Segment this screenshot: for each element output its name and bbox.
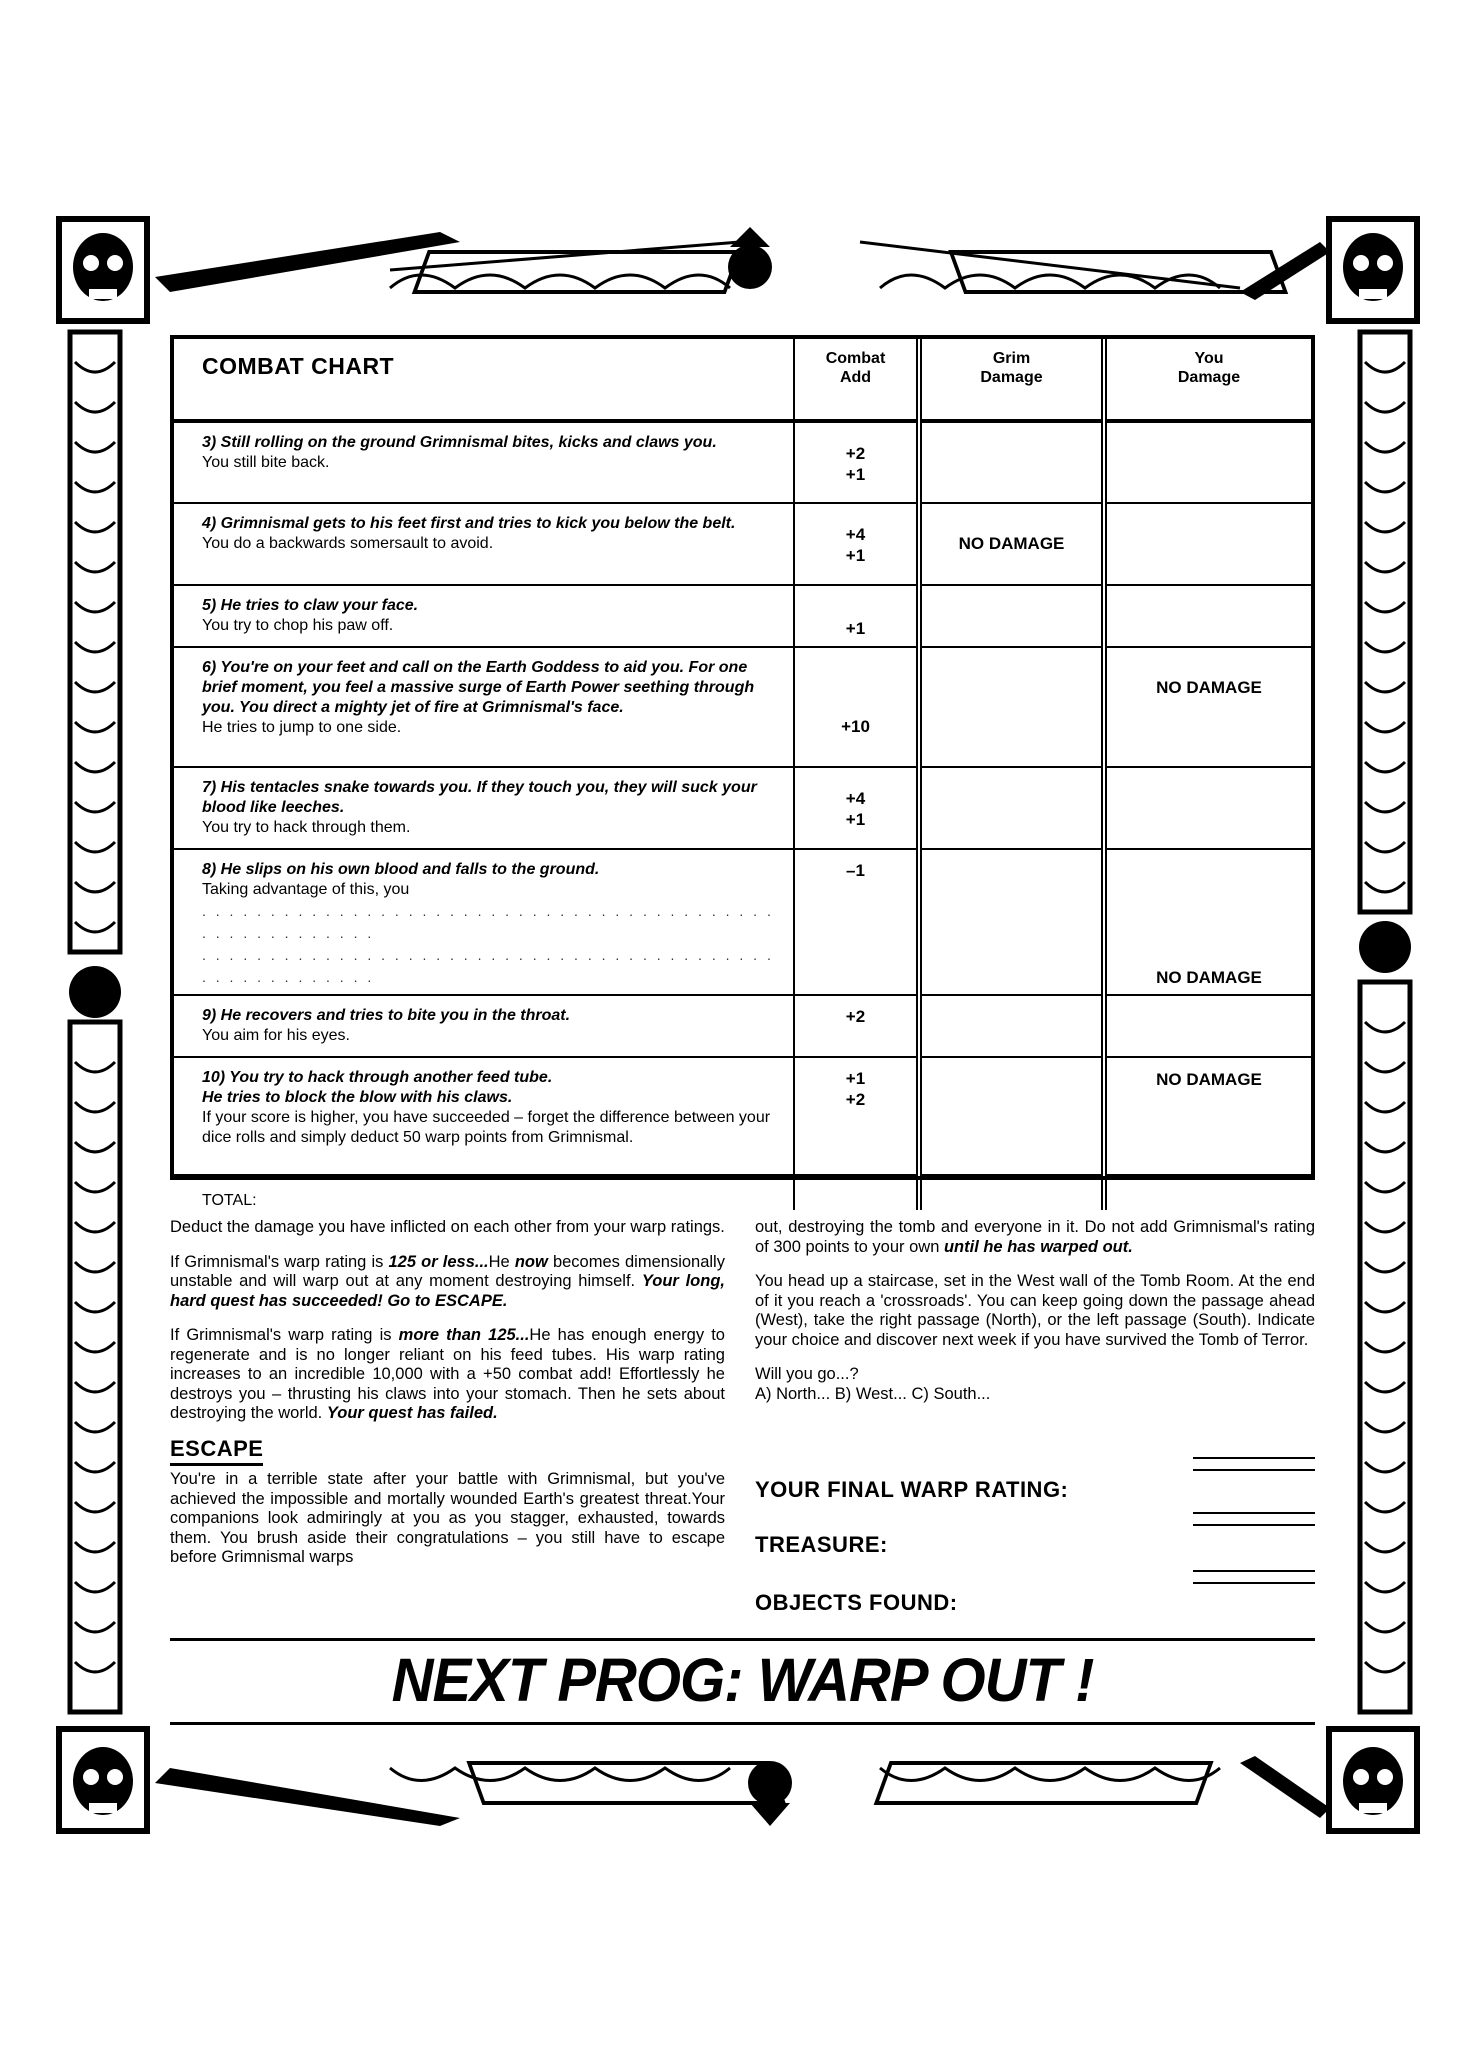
attack-text-secondary: He tries to block the blow with his claws.	[202, 1089, 513, 1106]
combat-chart	[170, 335, 1315, 1209]
total-grim-damage-cell[interactable]	[919, 1175, 1104, 1210]
combat-row	[174, 1057, 1311, 1175]
skull-corner-top-right-icon	[1325, 215, 1421, 325]
attack-text: 7) His tentacles snake towards you. If they touch you, they will suck your blood like leeches.	[202, 779, 757, 816]
column-header-you-damage: You Damage	[1104, 339, 1311, 421]
treasure-label: TREASURE:	[755, 1532, 888, 1557]
final-warp-rating-label: YOUR FINAL WARP RATING:	[755, 1477, 1069, 1502]
write-in-line[interactable]: . . . . . . . . . . . . . . . . . . . . . . . . . . . . . . . . . . . . . . . . . . . . . . . . . . . . . . .	[202, 903, 774, 941]
skull-corner-top-left-icon	[55, 215, 151, 325]
treasure-lines[interactable]	[1193, 1512, 1315, 1536]
divider-bottom	[170, 1722, 1315, 1725]
combat-add-value: +2	[845, 1007, 866, 1026]
total-combat-add-cell[interactable]	[794, 1175, 919, 1210]
escape-heading: ESCAPE	[170, 1439, 725, 1459]
attack-text: 9) He recovers and tries to bite you in the throat.	[202, 1007, 571, 1024]
combat-row	[174, 767, 1311, 849]
response-text: He tries to jump to one side.	[202, 719, 402, 736]
objects-found-field[interactable]	[755, 1590, 1315, 1620]
combat-add-value: +1	[845, 465, 866, 484]
next-prog-banner: NEXT PROG: WARP OUT !	[391, 1646, 1094, 1715]
you-damage-cell: NO DAMAGE	[1104, 647, 1311, 767]
response-text: You try to hack through them.	[202, 819, 411, 836]
combat-row	[174, 585, 1311, 647]
divider-top	[170, 1638, 1315, 1641]
ornamental-border-bottom	[60, 1738, 1420, 1830]
outcome-paragraph-failure: If Grimnismal's warp rating is more than 125...He has enough energy to regenerate and is no longer reliant on his feed tubes. His warp rating increases to an incredible 10,000 with a +50 combat add! Effortlessly he destroys you – thrusting his claws into your stomach. Then he sets about destroying the world. Your quest has failed.	[170, 1326, 725, 1422]
attack-text: 10) You try to hack through another feed tube.	[202, 1069, 553, 1086]
combat-row	[174, 849, 1311, 995]
ornamental-border-top	[60, 222, 1420, 314]
combat-add-value: +2	[845, 1090, 866, 1109]
response-text: You do a backwards somersault to avoid.	[202, 535, 494, 552]
combat-add-value: +4	[845, 525, 866, 544]
attack-text: 6) You're on your feet and call on the Earth Goddess to aid you. For one brief moment, you feel a massive surge of Earth Power seething through you. You direct a mighty jet of fire at Grimnismal's face.	[202, 659, 755, 716]
combat-chart-table	[174, 339, 1311, 1210]
grim-damage-cell: NO DAMAGE	[919, 503, 1104, 585]
combat-add-value: –1	[846, 861, 865, 880]
objects-found-label: OBJECTS FOUND:	[755, 1590, 958, 1615]
response-text: If your score is higher, you have succeeded – forget the difference between your dice rolls and simply deduct 50 warp points from Grimnismal.	[202, 1109, 771, 1146]
attack-text: 5) He tries to claw your face.	[202, 597, 419, 614]
attack-text: 4) Grimnismal gets to his feet first and tries to kick you below the belt.	[202, 515, 736, 532]
response-text: Taking advantage of this, you	[202, 881, 410, 898]
instruction-paragraph: Deduct the damage you have inflicted on each other from your warp ratings.	[170, 1218, 725, 1236]
choices-text[interactable]: A) North... B) West... C) South...	[755, 1384, 991, 1403]
treasure-field[interactable]	[755, 1532, 1315, 1562]
combat-add-value: +1	[845, 546, 866, 565]
attack-text: 3) Still rolling on the ground Grimnismal bites, kicks and claws you.	[202, 434, 717, 451]
continuation-paragraph: out, destroying the tomb and everyone in it. Do not add Grimnismal's rating of 300 points to your own until he has warped out.	[755, 1218, 1315, 1256]
combat-add-value: +1	[845, 810, 866, 829]
combat-row	[174, 503, 1311, 585]
final-warp-rating-lines[interactable]	[1193, 1457, 1315, 1481]
attack-text: 8) He slips on his own blood and falls to the ground.	[202, 861, 600, 878]
column-header-combat-add: Combat Add	[794, 339, 919, 421]
response-text: You aim for his eyes.	[202, 1027, 350, 1044]
combat-chart-header-row	[174, 339, 1311, 421]
combat-add-value: +2	[845, 444, 866, 463]
column-header-grim-damage: Grim Damage	[919, 339, 1104, 421]
you-damage-cell: NO DAMAGE	[1104, 849, 1311, 995]
combat-row	[174, 995, 1311, 1057]
response-text: You try to chop his paw off.	[202, 617, 394, 634]
you-damage-cell: NO DAMAGE	[1104, 1057, 1311, 1175]
outcome-paragraph-success: If Grimnismal's warp rating is 125 or less...He now becomes dimensionally unstable and will warp out at any moment destroying himself. Your long, hard quest has succeeded! Go to ESCAPE.	[170, 1252, 725, 1310]
combat-add-value: +1	[845, 619, 866, 638]
skull-corner-bottom-right-icon	[1325, 1725, 1421, 1835]
total-row	[174, 1175, 1311, 1210]
left-column	[170, 1218, 725, 1583]
right-column	[755, 1218, 1315, 1419]
escape-paragraph: You're in a terrible state after your battle with Grimnismal, but you've achieved the impossible and mortally wounded Earth's greatest threat.Your companions look admiringly at you as you stagger, exhausted, towards them. You brush aside their congratulations – you still have to escape before Grimnismal warps	[170, 1470, 725, 1566]
write-in-line[interactable]: . . . . . . . . . . . . . . . . . . . . . . . . . . . . . . . . . . . . . . . . . . . . . . . . . . . . . . .	[202, 947, 774, 985]
combat-row	[174, 421, 1311, 503]
combat-row	[174, 647, 1311, 767]
crossroads-paragraph: You head up a staircase, set in the West wall of the Tomb Room. At the end of it you reach a 'crossroads'. You can keep going down the passage ahead (West), take the right passage (North), or the left passage (South). Indicate your choice and discover next week if you have survived the Tomb of Terror.	[755, 1272, 1315, 1349]
total-label: TOTAL:	[174, 1175, 794, 1210]
final-warp-rating-field[interactable]	[755, 1477, 1315, 1507]
ornamental-border-right	[1338, 222, 1420, 1830]
combat-add-value: +10	[841, 717, 870, 736]
total-you-damage-cell[interactable]	[1104, 1175, 1311, 1210]
combat-chart-title: COMBAT CHART	[174, 339, 794, 421]
combat-add-value: +1	[845, 1069, 866, 1088]
objects-found-lines[interactable]	[1193, 1570, 1315, 1594]
question-text: Will you go...?	[755, 1365, 859, 1383]
ornamental-border-left	[60, 222, 142, 1830]
combat-add-value: +4	[845, 789, 866, 808]
response-text: You still bite back.	[202, 454, 330, 471]
skull-corner-bottom-left-icon	[55, 1725, 151, 1835]
